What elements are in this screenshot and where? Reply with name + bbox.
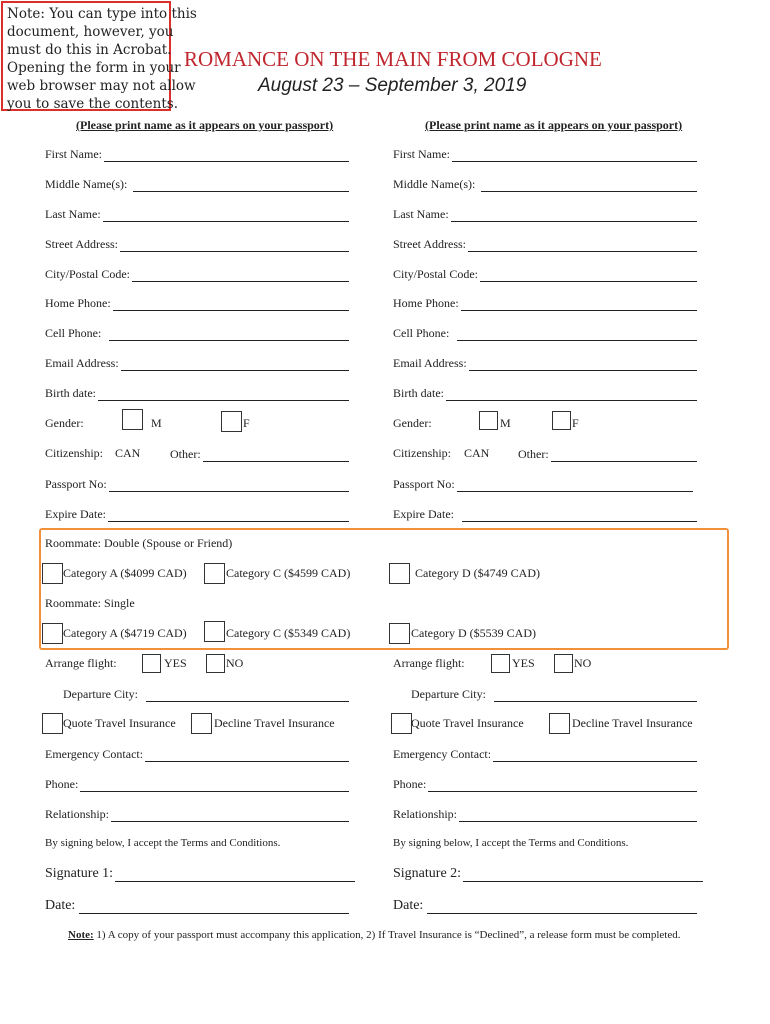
departure-city-field-2[interactable] <box>411 686 697 702</box>
field-label: Departure City: <box>411 687 486 701</box>
input-line[interactable] <box>468 239 697 252</box>
gender-f-label-2: F <box>572 416 579 430</box>
field-label: Birth date: <box>45 386 96 400</box>
first-name-field-2[interactable] <box>393 146 697 162</box>
flight-yes-label-2: YES <box>512 656 535 670</box>
field-label: Cell Phone: <box>45 326 102 340</box>
gender-m-checkbox-1[interactable] <box>122 409 143 430</box>
emergency-contact-field-2[interactable] <box>393 746 697 762</box>
relationship-field-2[interactable] <box>393 806 697 822</box>
cell-phone-field-1[interactable] <box>45 325 349 341</box>
input-line[interactable] <box>113 298 349 311</box>
flight-no-label-1: NO <box>226 656 244 670</box>
input-line[interactable] <box>146 689 349 702</box>
input-line[interactable] <box>103 209 349 222</box>
field-label: Middle Name(s): <box>45 177 128 191</box>
last-name-field-2[interactable] <box>393 206 697 222</box>
input-line[interactable] <box>145 749 349 762</box>
footer-note-label: Note: <box>68 929 94 941</box>
input-line[interactable] <box>452 149 697 162</box>
note-line: Note: You can type into this <box>7 6 197 22</box>
field-label: Expire Date: <box>393 507 454 521</box>
field-label: Emergency Contact: <box>45 747 144 761</box>
flight-yes-checkbox-2[interactable] <box>491 654 510 673</box>
input-line[interactable] <box>493 749 697 762</box>
input-line[interactable] <box>469 358 697 371</box>
double-category-d-checkbox[interactable] <box>389 563 410 584</box>
single-category-d-label: Category D ($5539 CAD) <box>411 626 536 640</box>
input-line[interactable] <box>446 388 697 401</box>
home-phone-field-1[interactable] <box>45 295 349 311</box>
field-label: Departure City: <box>63 687 138 701</box>
input-line[interactable] <box>427 901 697 914</box>
gender-f-checkbox-1[interactable] <box>221 411 242 432</box>
input-line[interactable] <box>459 809 697 822</box>
input-line[interactable] <box>120 239 349 252</box>
input-line[interactable] <box>551 449 697 462</box>
decline-insurance-checkbox-1[interactable] <box>191 713 212 734</box>
field-label: Relationship: <box>393 807 457 821</box>
form-title: ROMANCE ON THE MAIN FROM COLOGNE <box>184 47 602 71</box>
citizenship-label-2: Citizenship: <box>393 446 451 460</box>
accept-terms-text-1: By signing below, I accept the Terms and Conditions. <box>45 837 281 849</box>
field-label: Other: <box>518 447 549 461</box>
field-label: Birth date: <box>393 386 444 400</box>
field-label: Street Address: <box>45 237 118 251</box>
citizenship-label-1: Citizenship: <box>45 446 103 460</box>
flight-yes-checkbox-1[interactable] <box>142 654 161 673</box>
city-postal-field-1[interactable] <box>45 266 349 282</box>
input-line[interactable] <box>115 869 355 882</box>
field-label: Last Name: <box>45 207 101 221</box>
input-line[interactable] <box>109 328 349 341</box>
single-category-a-label: Category A ($4719 CAD) <box>63 626 187 640</box>
middle-names-field-1[interactable] <box>45 176 349 192</box>
right-column-header: (Please print name as it appears on your passport) <box>425 118 683 132</box>
field-label: Cell Phone: <box>393 326 450 340</box>
citizenship-can-1: CAN <box>115 446 141 460</box>
input-line[interactable] <box>132 269 349 282</box>
date-field-1[interactable] <box>45 896 349 914</box>
signature-2-field[interactable] <box>393 864 703 882</box>
signature-1-field[interactable] <box>45 864 355 882</box>
field-label: Street Address: <box>393 237 466 251</box>
citizenship-other-field-1[interactable] <box>170 446 349 462</box>
field-label: City/Postal Code: <box>393 267 479 281</box>
field-label: Relationship: <box>45 807 109 821</box>
note-line: Opening the form in your <box>7 60 181 76</box>
input-line[interactable] <box>461 298 697 311</box>
field-label: Date: <box>393 898 424 913</box>
input-line[interactable] <box>80 779 349 792</box>
input-line[interactable] <box>457 328 697 341</box>
input-line[interactable] <box>481 179 697 192</box>
input-line[interactable] <box>457 479 693 492</box>
decline-insurance-label-1: Decline Travel Insurance <box>214 716 335 730</box>
field-label: Home Phone: <box>393 296 459 310</box>
gender-m-label-1: M <box>151 416 162 430</box>
email-field-1[interactable] <box>45 355 349 371</box>
expire-date-field-2[interactable] <box>393 506 697 522</box>
street-address-field-1[interactable] <box>45 236 349 252</box>
input-line[interactable] <box>108 509 349 522</box>
input-line[interactable] <box>462 509 697 522</box>
roommate-single-label: Roommate: Single <box>45 596 135 610</box>
roommate-double-label: Roommate: Double (Spouse or Friend) <box>45 536 233 550</box>
note-line: web browser may not allow <box>7 78 196 94</box>
input-line[interactable] <box>451 209 697 222</box>
relationship-field-1[interactable] <box>45 806 349 822</box>
flight-no-label-2: NO <box>574 656 592 670</box>
arrange-flight-label-2: Arrange flight: <box>393 656 465 670</box>
field-label: Emergency Contact: <box>393 747 492 761</box>
date-field-2[interactable] <box>393 896 697 914</box>
single-category-d-checkbox[interactable] <box>389 623 410 644</box>
field-label: Email Address: <box>45 356 119 370</box>
birth-date-field-2[interactable] <box>393 385 697 401</box>
passport-no-field-1[interactable] <box>45 476 349 492</box>
input-line[interactable] <box>111 809 349 822</box>
flight-no-checkbox-1[interactable] <box>206 654 225 673</box>
field-label: Signature 1: <box>45 866 114 881</box>
street-address-field-2[interactable] <box>393 236 697 252</box>
input-line[interactable] <box>463 869 703 882</box>
field-label: Signature 2: <box>393 866 462 881</box>
footer-note-text: 1) A copy of your passport must accompany this application, 2) If Travel Insurance is “Declined”, a release form must be completed. <box>93 929 681 941</box>
left-column-header: (Please print name as it appears on your passport) <box>76 118 334 132</box>
double-category-a-label: Category A ($4099 CAD) <box>63 566 187 580</box>
note-line: you to save the contents. <box>7 96 179 112</box>
quote-insurance-label-2: Quote Travel Insurance <box>411 716 524 730</box>
passport-no-field-2[interactable] <box>393 476 693 492</box>
middle-names-field-2[interactable] <box>393 176 697 192</box>
double-category-c-checkbox[interactable] <box>204 563 225 584</box>
input-line[interactable] <box>494 689 697 702</box>
gender-m-checkbox-2[interactable] <box>479 411 498 430</box>
field-label: Date: <box>45 898 76 913</box>
footer-note <box>68 929 680 941</box>
gender-f-label-1: F <box>243 416 250 430</box>
field-label: Home Phone: <box>45 296 111 310</box>
flight-yes-label-1: YES <box>164 656 187 670</box>
field-label: Passport No: <box>45 477 107 491</box>
input-line[interactable] <box>480 269 697 282</box>
field-label: Phone: <box>45 777 79 791</box>
field-label: First Name: <box>393 147 450 161</box>
emergency-phone-field-1[interactable] <box>45 776 349 792</box>
field-label: Phone: <box>393 777 427 791</box>
input-line[interactable] <box>79 901 349 914</box>
field-label: Other: <box>170 447 201 461</box>
quote-insurance-checkbox-2[interactable] <box>391 713 412 734</box>
decline-insurance-label-2: Decline Travel Insurance <box>572 716 693 730</box>
citizenship-can-2: CAN <box>464 446 490 460</box>
city-postal-field-2[interactable] <box>393 266 697 282</box>
field-label: First Name: <box>45 147 102 161</box>
input-line[interactable] <box>428 779 697 792</box>
cell-phone-field-2[interactable] <box>393 325 697 341</box>
gender-f-checkbox-2[interactable] <box>552 411 571 430</box>
first-name-field-1[interactable] <box>45 146 349 162</box>
single-category-c-label: Category C ($5349 CAD) <box>226 626 351 640</box>
field-label: City/Postal Code: <box>45 267 131 281</box>
input-line[interactable] <box>133 179 349 192</box>
expire-date-field-1[interactable] <box>45 506 349 522</box>
emergency-contact-field-1[interactable] <box>45 746 349 762</box>
field-label: Passport No: <box>393 477 455 491</box>
input-line[interactable] <box>98 388 349 401</box>
double-category-d-label: Category D ($4749 CAD) <box>415 566 540 580</box>
flight-no-checkbox-2[interactable] <box>554 654 573 673</box>
decline-insurance-checkbox-2[interactable] <box>549 713 570 734</box>
input-line[interactable] <box>109 479 349 492</box>
double-category-c-label: Category C ($4599 CAD) <box>226 566 351 580</box>
gender-m-label-2: M <box>500 416 511 430</box>
trip-dates: August 23 – September 3, 2019 <box>258 75 527 96</box>
emergency-phone-field-2[interactable] <box>393 776 697 792</box>
citizenship-other-field-2[interactable] <box>518 446 697 462</box>
single-category-c-checkbox[interactable] <box>204 621 225 642</box>
accept-terms-text-2: By signing below, I accept the Terms and Conditions. <box>393 837 629 849</box>
arrange-flight-label-1: Arrange flight: <box>45 656 117 670</box>
quote-insurance-checkbox-1[interactable] <box>42 713 63 734</box>
input-line[interactable] <box>104 149 349 162</box>
field-label: Expire Date: <box>45 507 106 521</box>
home-phone-field-2[interactable] <box>393 295 697 311</box>
gender-label-1: Gender: <box>45 416 84 430</box>
gender-label-2: Gender: <box>393 416 432 430</box>
field-label: Last Name: <box>393 207 449 221</box>
single-category-a-checkbox[interactable] <box>42 623 63 644</box>
input-line[interactable] <box>121 358 349 371</box>
acrobat-note-box <box>1 1 197 112</box>
note-line: must do this in Acrobat. <box>7 42 172 58</box>
input-line[interactable] <box>203 449 349 462</box>
last-name-field-1[interactable] <box>45 206 349 222</box>
departure-city-field-1[interactable] <box>63 686 349 702</box>
double-category-a-checkbox[interactable] <box>42 563 63 584</box>
note-line: document, however, you <box>7 24 174 40</box>
quote-insurance-label-1: Quote Travel Insurance <box>63 716 176 730</box>
field-label: Email Address: <box>393 356 467 370</box>
birth-date-field-1[interactable] <box>45 385 349 401</box>
field-label: Middle Name(s): <box>393 177 476 191</box>
email-field-2[interactable] <box>393 355 697 371</box>
